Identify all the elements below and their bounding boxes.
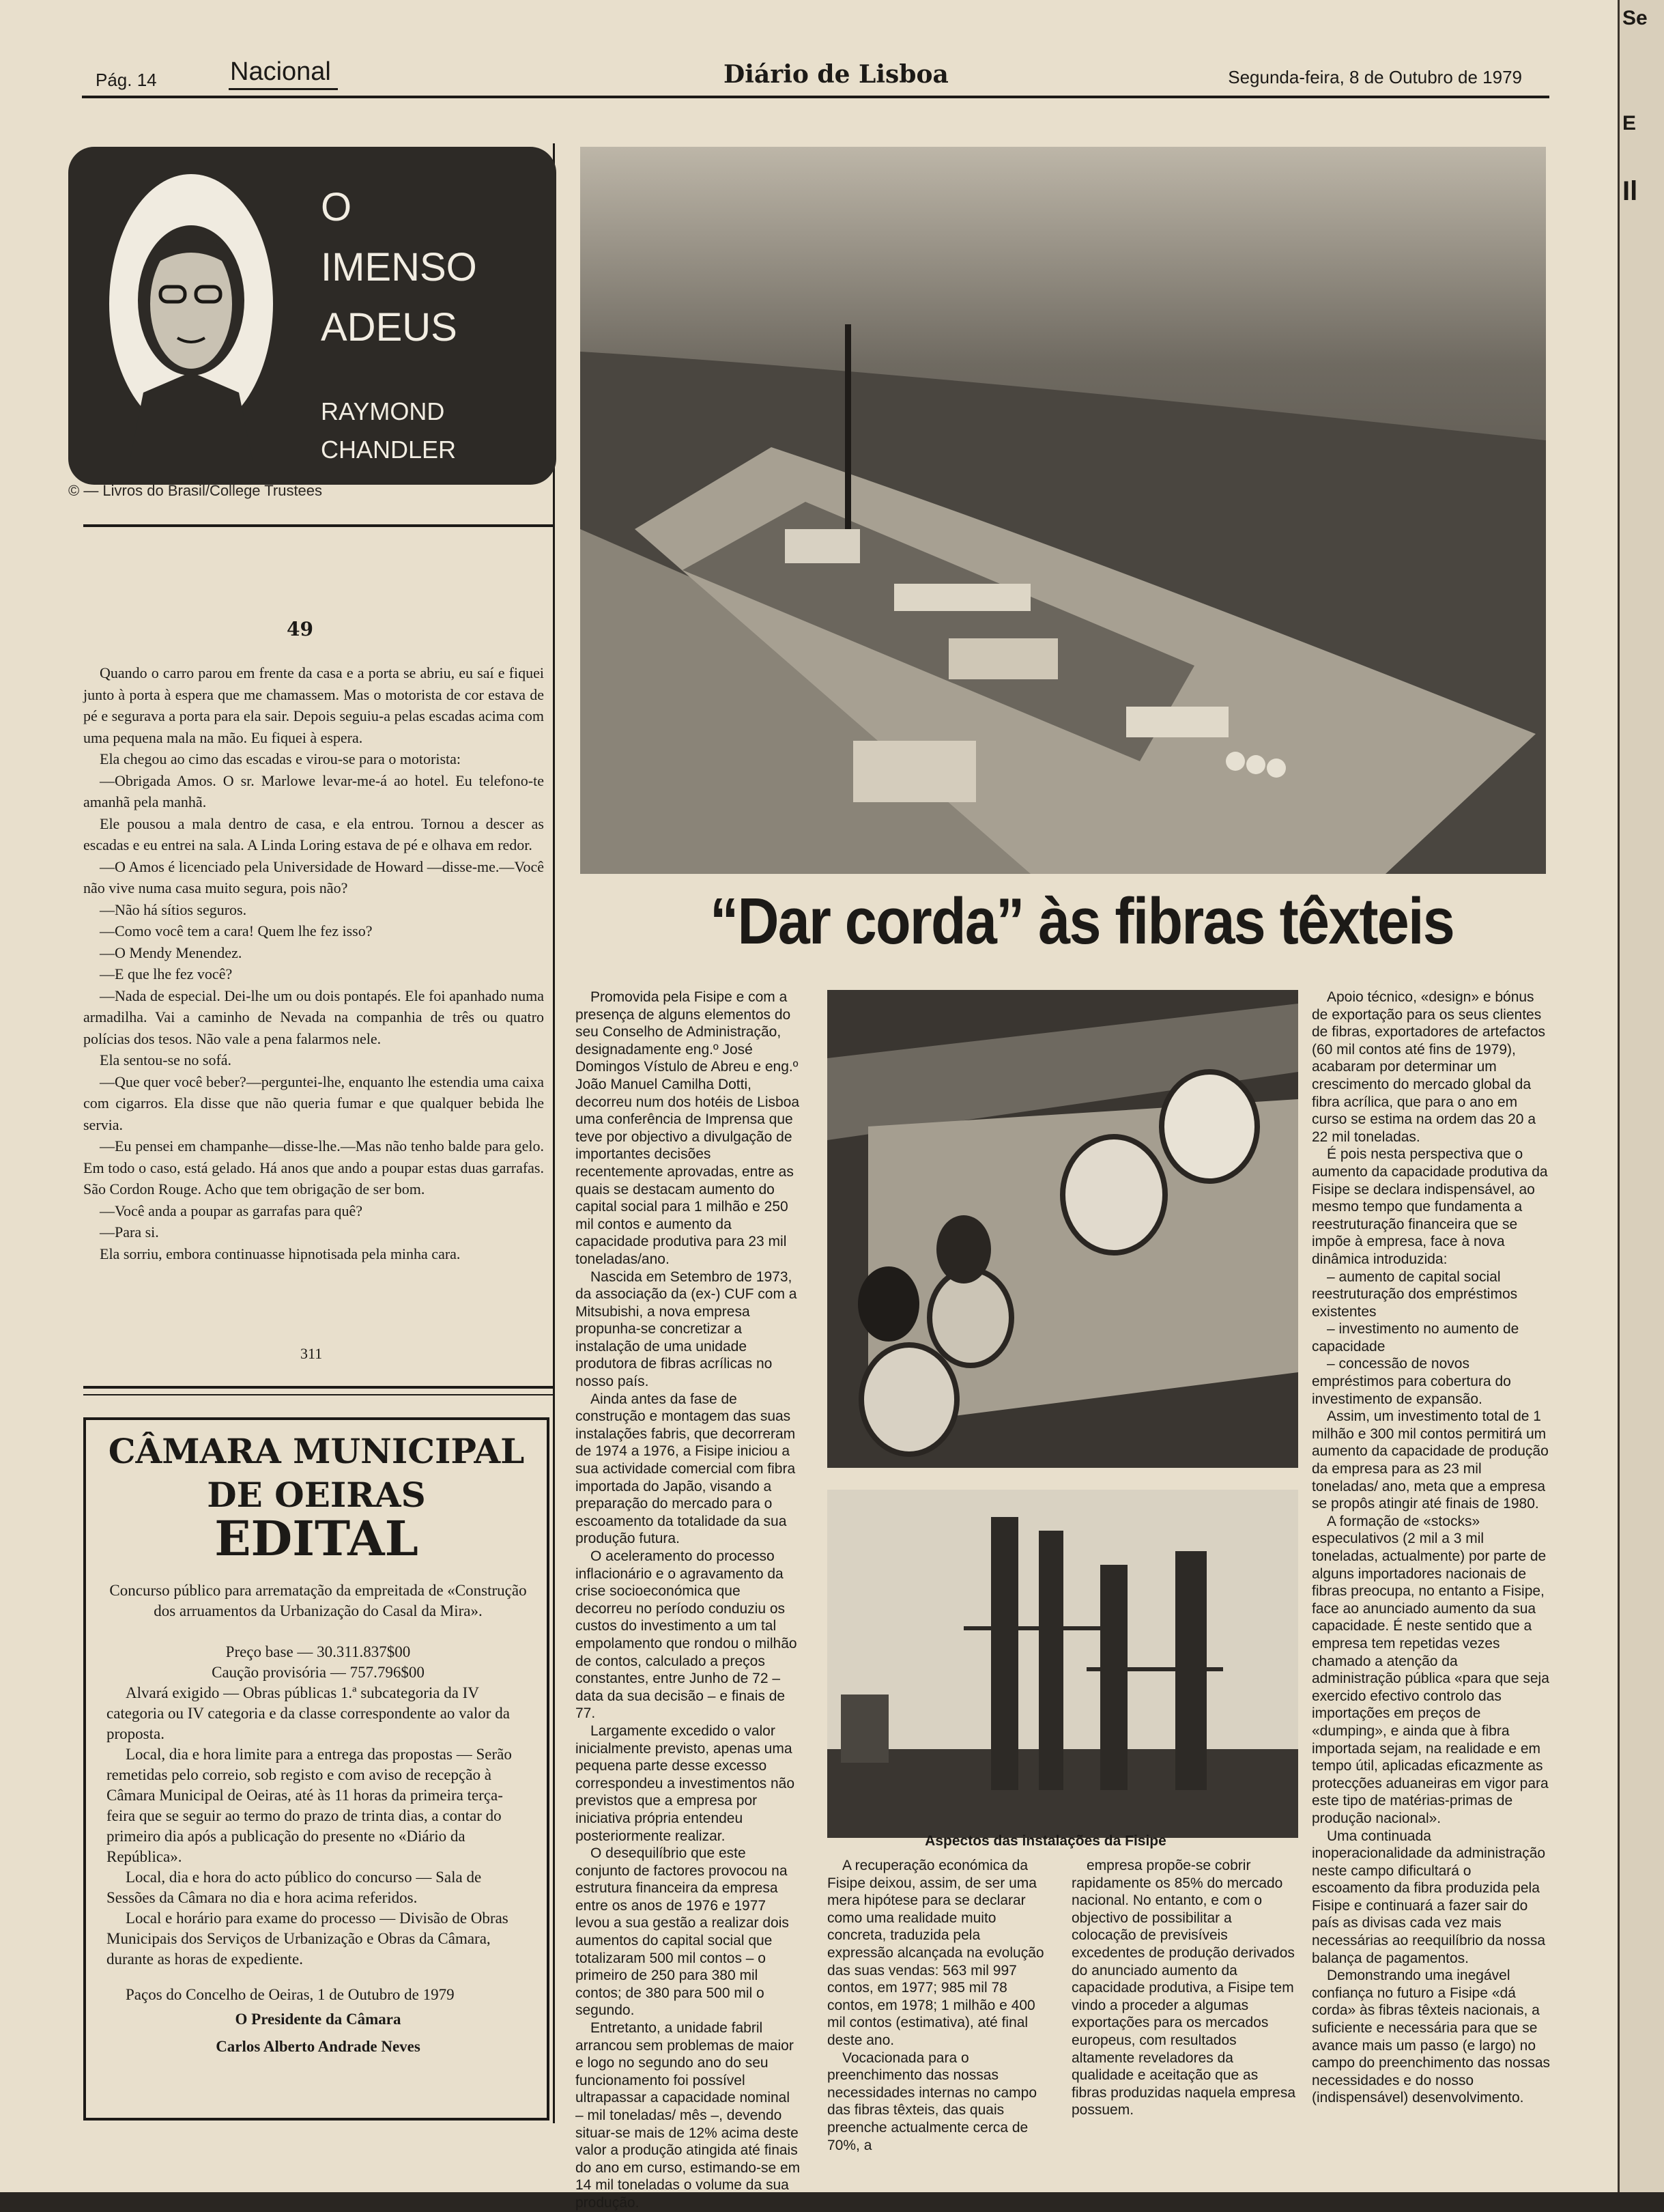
serial-paragraph: —Eu pensei em champanhe—disse-lhe.—Mas não tenho balde para gelo. Em todo o caso, está gelado. Há anos que ando a poupar estas duas garrafas. São Cordon Rouge. Acho que tem obrigação de ser bom. <box>83 1137 544 1197</box>
edital-signer-title: O Presidente da Câmara <box>235 2011 401 2028</box>
masthead <box>82 48 1549 98</box>
edital-place-date: Paços do Concelho de Oeiras, 1 de Outubro de 1979 <box>126 1986 455 2003</box>
section-name: Nacional <box>229 57 338 90</box>
book-author-line: CHANDLER <box>321 436 457 464</box>
page-label: Pág. 14 <box>96 70 157 90</box>
article-column-3 <box>1072 1857 1297 2119</box>
serial-paragraph: —E que lhe fez você? <box>100 965 233 982</box>
serial-paragraph: —O Mendy Menendez. <box>100 944 242 961</box>
serial-paragraph: —Nada de especial. Dei-lhe um ou dois pontapés. Ele foi apanhado numa armadilha. Vai a caminho de Nevada na companhia de três ou quatro polícias dos tesos. Não vale a pena falarmos nele. <box>83 987 544 1047</box>
edital-notice <box>83 1417 549 2121</box>
chapter-number: 49 <box>287 618 313 640</box>
serial-paragraph: —Como você tem a cara! Quem lhe fez isso? <box>100 922 373 939</box>
article-paragraph: – concessão de novos empréstimos para cobertura do investimento de expansão. <box>1312 1356 1511 1407</box>
edital-title: EDITAL <box>214 1510 418 1567</box>
serial-paragraph: —Você anda a poupar as garrafas para quê? <box>100 1202 363 1219</box>
article-paragraph: Ainda antes da fase de construção e montagem das suas instalações fabris, que decorreram de 1974 a 1976, a Fisipe iniciou a sua actividade comercial com fibra importada do Japão, visando a preparação do mercado para o escoamento da totalidade da sua produção futura. <box>575 1391 796 1547</box>
author-portrait <box>96 167 280 461</box>
article-paragraph: Apoio técnico, «design» e bónus de exportação para os seus clientes de fibras, exportadores de artefactos (60 mil contos até fins de 1979), acabaram por determinar um crescimento do mercado global da fibra acrílica, que para o ano em curso se estima na ordem das 20 a 22 mil toneladas. <box>1312 989 1546 1145</box>
article-paragraph: empresa propõe-se cobrir rapidamente os 85% do mercado nacional. No entanto, e com o objectivo de possibilitar a colocação de previsíveis excedentes de produção derivados do anunciado aumento da capacidade produtiva, a Fisipe tem vindo a proceder a algumas exportações para os mercados europeus, com resultados altamente reveladores da qualidade e aceitação que as fibras produzidas naquela empresa possuem. <box>1072 1858 1296 2118</box>
article-paragraph: O desequilíbrio que este conjunto de factores provocou na estrutura financeira da empresa entre os anos de 1976 e 1977 levou a sua gestão a realizar dois aumentos do capital social que totalizaram 500 mil contos – o primeiro de 250 para 380 mil contos; de 380 para 500 mil o segundo. <box>575 1845 789 2019</box>
serial-paragraph: —Não há sítios seguros. <box>100 901 247 918</box>
serial-paragraph: Ela chegou ao cimo das escadas e virou-se para o motorista: <box>100 750 461 767</box>
edital-caution: Caução provisória — 757.796$00 <box>212 1664 425 1681</box>
article-paragraph: É pois nesta perspectiva que o aumento da capacidade produtiva da Fisipe se declara indispensável, ao mesmo tempo que fundamenta a reestruturação financeira que se impõe à empresa, face à nova dinâmica introduzida: <box>1312 1146 1548 1267</box>
edital-heading <box>86 1430 547 1517</box>
book-author-line: RAYMOND <box>321 397 445 425</box>
book-author <box>321 393 456 469</box>
article-paragraph: O aceleramento do processo inflacionário e o agravamento da crise socioeconómica que decorreu no período conduziu os custos do investimento a um tal empolamento que rondou o milhão de contos, calculado a preços constantes, entre Junho de 72 – data da sua decisão – e finais de 77. <box>575 1548 797 1722</box>
edital-heading-line: DE OEIRAS <box>207 1475 426 1515</box>
serial-paragraph: Ela sorriu, embora continuasse hipnotisada pela minha cara. <box>100 1245 461 1262</box>
serial-rule <box>83 524 554 527</box>
article-paragraph: Uma continuada inoperacionalidade da administração neste campo dificultará o escoamento da fibra produzida pela Fisipe e continuará a fazer sair do país as divisas cada vez mais necessárias ao reequilíbrio da nossa balança de pagamentos. <box>1312 1828 1546 1966</box>
article-paragraph: – aumento de capital social reestruturação dos empréstimos existentes <box>1312 1268 1518 1320</box>
adjacent-page-letters: E <box>1622 112 1637 134</box>
book-title-line: IMENSO <box>321 245 477 289</box>
edital-intro: Concurso público para arrematação da empreitada de «Construção dos arruamentos da Urbanização do Casal da Mira». <box>109 1582 527 1619</box>
adjacent-page-letters: Se <box>1622 7 1648 29</box>
book-title-line: O <box>321 185 352 229</box>
issue-date: Segunda-feira, 8 de Outubro de 1979 <box>1228 67 1522 87</box>
serial-paragraph: —Obrigada Amos. O sr. Marlowe levar-me-á ao hotel. Eu telefono-te amanhã pela manhã. <box>83 771 544 810</box>
aerial-photo <box>580 147 1546 874</box>
edital-signer-name: Carlos Alberto Andrade Neves <box>216 2038 420 2055</box>
edital-paragraph: Alvará exigido — Obras públicas 1.ª subcategoria da IV categoria ou IV categoria e da classe correspondente ao valor da proposta. <box>106 1684 510 1742</box>
refinery-photo <box>827 1490 1298 1838</box>
serial-paragraph: Quando o carro parou em frente da casa e a porta se abriu, eu saí e fiquei junto à porta à espera que me chamassem. Mas o motorista de cor estava de pé e segurava a porta para ela sair. Depois seguiu-a pelas escadas acima com uma pequena mala na mão. Eu fiquei à espera. <box>83 664 544 746</box>
article-paragraph: Assim, um investimento total de 1 milhão e 300 mil contos permitirá um aumento da capacidade de produção da empresa para as 23 mil toneladas/ ano, meta que a empresa se propôs atingir até finais de 1980. <box>1312 1408 1549 1512</box>
photo-caption: Aspectos das instalações da Fisipe <box>925 1833 1166 1849</box>
article-paragraph: Promovida pela Fisipe e com a presença de alguns elementos do seu Conselho de Administração, designadamente eng.º José Domingos Vístulo de Abreu e eng.º João Manuel Camilha Dotti, decorreu num dos hotéis de Lisboa uma conferência de Imprensa que teve por objectivo a divulgação de importantes decisões recentemente aprovadas, entre as quais se destacam aumento do capital social para 1 milhão e 250 mil contos e aumento da capacidade produtiva para 23 mil toneladas/ano. <box>575 989 800 1267</box>
edital-heading-line: CÂMARA MUNICIPAL <box>108 1431 525 1471</box>
serial-credit: © — Livros do Brasil/College Trustees <box>68 482 323 499</box>
section-rule <box>83 1386 554 1389</box>
serial-paragraph: Ela sentou-se no sofá. <box>100 1051 232 1068</box>
edital-body <box>106 1580 530 2057</box>
serial-paragraph: —O Amos é licenciado pela Universidade de Howard —disse-me.—Você não vive numa casa muito segura, pois não? <box>83 857 544 896</box>
section-rule-thin <box>83 1394 554 1395</box>
fibers-photo <box>827 990 1298 1468</box>
article-paragraph: Entretanto, a unidade fabril arrancou sem problemas de maior e logo no segundo ano do seu funcionamento foi possível ultrapassar a capacidade nominal – mil toneladas/ mês –, devendo situar-se mais de 12% acima deste valor a produção atingida até finais do ano em curso, estimando-se em 14 mil toneladas o volume da sua produção. <box>575 2020 801 2211</box>
article-paragraph: – investimento no aumento de capacidade <box>1312 1321 1519 1355</box>
article-paragraph: A recuperação económica da Fisipe deixou, assim, de ser uma mera hipótese para se declarar como uma realidade muito concreta, traduzida pela expressão alcançada na evolução das suas vendas: 563 mil 997 contos, em 1977; 985 mil 78 contos, em 1978; 1 milhão e 400 mil contos (estimativa), até final deste ano. <box>827 1858 1044 2048</box>
serial-page-number: 311 <box>300 1345 323 1362</box>
article-paragraph: Demonstrando uma inegável confiança no futuro a Fisipe «dá corda» às fibras têxteis nacionais, a suficiente e necessária para que se avance mais um passo (e largo) no campo do preenchimento das nossas necessidades e do nosso (indispensável) desenvolvimento. <box>1312 1968 1551 2106</box>
serial-paragraph: —Que quer você beber?—perguntei-lhe, enquanto lhe estendia uma caixa com cigarros. Ela disse que não queria fumar e que qualquer bebida lhe servia. <box>83 1073 544 1133</box>
article-column-1 <box>575 989 801 2212</box>
serial-text <box>83 662 544 1264</box>
book-title-line: ADEUS <box>321 305 457 350</box>
article-paragraph: Nascida em Setembro de 1973, da associação da (ex-) CUF com a Mitsubishi, a nova empresa propunha-se concretizar a instalação de uma unidade produtora de fibras acrílicas no nosso país. <box>575 1268 797 1390</box>
edital-paragraph: Local, dia e hora limite para a entrega das propostas — Serão remetidas pelo correio, sob registo e com aviso de recepção à Câmara Municipal de Oeiras, até às 11 horas da primeira terça-feira que se seguir ao termo do prazo de trinta dias, a contar do primeiro dia após a publicação do presente no «Diário da República». <box>106 1746 512 1865</box>
article-paragraph: Largamente excedido o valor inicialmente previsto, apenas uma pequena parte desse excesso correspondeu a investimentos não previstos que a empresa por iniciativa própria entendeu posteriormente realizar. <box>575 1722 795 1844</box>
serial-paragraph: Ele pousou a mala dentro de casa, e ela entrou. Tornou a descer as escadas e eu entrei na sala. A Linda Loring estava de pé e olhava em redor. <box>83 814 544 853</box>
serial-paragraph: —Para si. <box>100 1223 159 1240</box>
article-column-2 <box>827 1857 1049 2154</box>
adjacent-page-edge <box>1618 0 1664 2192</box>
article-paragraph: Vocacionada para o preenchimento das nossas necessidades internas no campo das fibras têxteis, das quais preenche actualmente cerca de 70%, a <box>827 2050 1037 2153</box>
article-paragraph: A formação de «stocks» especulativos (2 mil a 3 mil toneladas, actualmente) por parte de alguns importadores nacionais de fibras preocupa, no entanto a Fisipe, face ao anunciado aumento da sua capacidade. É neste sentido que a empresa tem repetidas vezes chamado a atenção da administração pública «para que seja exercido efectivo controlo das importações em preços de «dumping», e ainda que à fibra importada sejam, na realidade e em tempo útil, aplicadas eficazmente as protecções aduaneiras em vigor para este tipo de matérias-primas de produção nacional». <box>1312 1513 1549 1826</box>
edital-price: Preço base — 30.311.837$00 <box>225 1643 411 1660</box>
adjacent-page-letters: Il <box>1622 176 1638 206</box>
edital-paragraph: Local, dia e hora do acto público do concurso — Sala de Sessões da Câmara no dia e hora acima referidos. <box>106 1869 482 1906</box>
edital-paragraph: Local e horário para exame do processo — Divisão de Obras Municipais dos Serviços de Urbanização e Obras da Câmara, durante as horas de expediente. <box>106 1910 508 1968</box>
article-column-4 <box>1312 989 1551 2107</box>
newspaper-name: Diário de Lisboa <box>723 60 949 89</box>
book-title <box>321 178 477 358</box>
article-headline: “Dar corda” às fibras têxteis <box>710 885 1454 958</box>
